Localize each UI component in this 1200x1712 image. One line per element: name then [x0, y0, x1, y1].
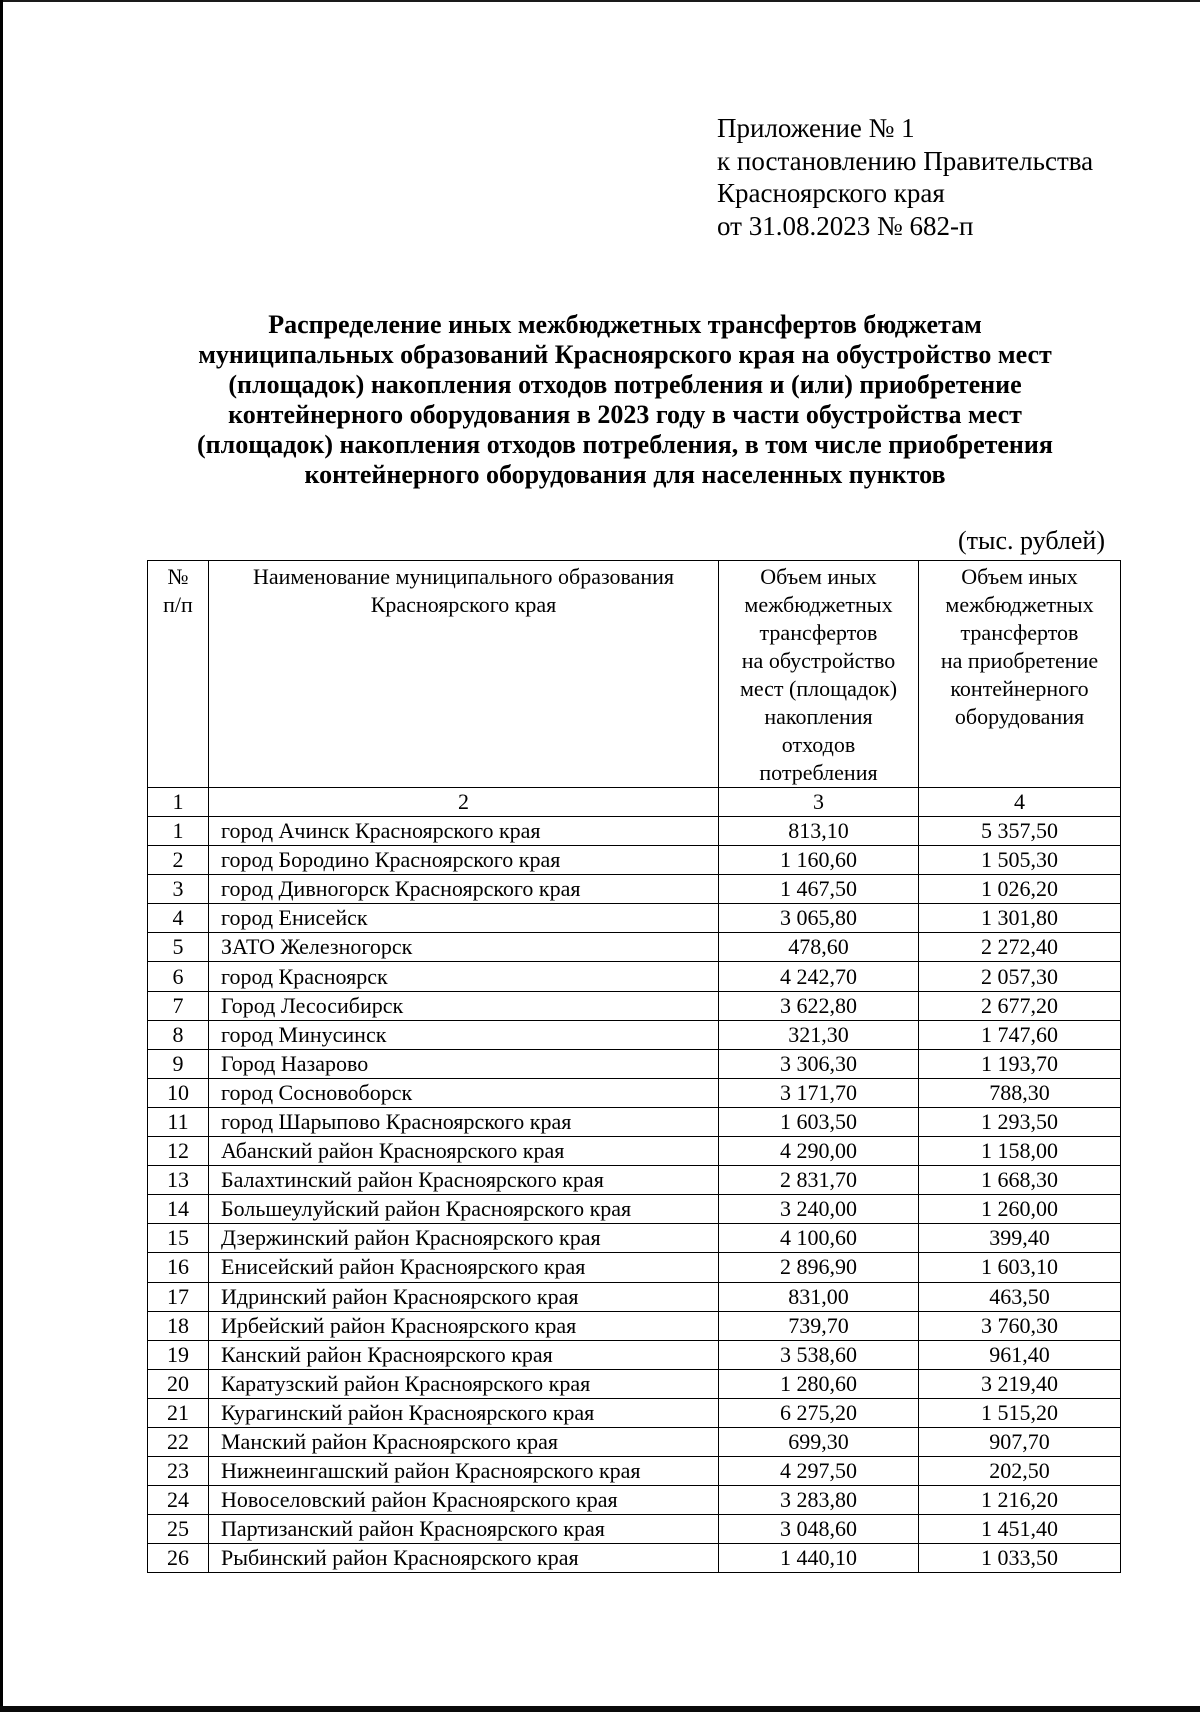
header-line: трансфертов: [759, 620, 878, 645]
containers-amount: 1 026,20: [919, 875, 1121, 904]
title-line: контейнерного оборудования в 2023 году в части обустройства мест: [228, 400, 1022, 429]
header-line: оборудования: [954, 704, 1085, 729]
municipality-name: город Красноярск: [209, 962, 719, 991]
row-index: 20: [148, 1369, 209, 1398]
table-row: [148, 1195, 1121, 1224]
containers-amount: 202,50: [919, 1457, 1121, 1486]
municipality-name: Балахтинский район Красноярского края: [209, 1166, 719, 1195]
arrangement-amount: 739,70: [719, 1311, 919, 1340]
appendix-line: от 31.08.2023 № 682-п: [717, 210, 974, 241]
document-title: [150, 310, 1100, 490]
row-index: 7: [148, 991, 209, 1020]
row-index: 23: [148, 1457, 209, 1486]
table-row: [148, 1340, 1121, 1369]
row-index: 22: [148, 1427, 209, 1456]
title-line: (площадок) накопления отходов потребления и (или) приобретение: [228, 370, 1022, 399]
municipality-name: Нижнеингашский район Красноярского края: [209, 1457, 719, 1486]
containers-amount: 1 193,70: [919, 1049, 1121, 1078]
table-row: [148, 962, 1121, 991]
header-line: Красноярского края: [370, 592, 557, 617]
containers-amount: 1 505,30: [919, 846, 1121, 875]
municipality-name: город Ачинск Красноярского края: [209, 817, 719, 846]
municipality-name: Город Лесосибирск: [209, 991, 719, 1020]
header-municipality: [209, 561, 719, 788]
containers-amount: 3 219,40: [919, 1369, 1121, 1398]
row-index: 16: [148, 1253, 209, 1282]
municipality-name: Канский район Красноярского края: [209, 1340, 719, 1369]
row-index: 4: [148, 904, 209, 933]
row-index: 12: [148, 1137, 209, 1166]
column-number: 2: [209, 788, 719, 817]
table-row: [148, 1398, 1121, 1427]
header-line: Объем иных: [961, 564, 1078, 589]
row-index: 18: [148, 1311, 209, 1340]
scan-edge-top: [0, 0, 1200, 2]
municipality-name: Курагинский район Красноярского края: [209, 1398, 719, 1427]
row-index: 25: [148, 1515, 209, 1544]
containers-amount: 1 747,60: [919, 1020, 1121, 1049]
row-index: 21: [148, 1398, 209, 1427]
arrangement-amount: 3 065,80: [719, 904, 919, 933]
title-line: Распределение иных межбюджетных трансфертов бюджетам: [268, 310, 982, 339]
arrangement-amount: 3 240,00: [719, 1195, 919, 1224]
row-index: 24: [148, 1486, 209, 1515]
containers-amount: 2 677,20: [919, 991, 1121, 1020]
table-row: [148, 904, 1121, 933]
municipality-name: Рыбинский район Красноярского края: [209, 1544, 719, 1573]
table-row: [148, 1369, 1121, 1398]
header-line: №: [167, 564, 189, 589]
units-label: (тыс. рублей): [957, 526, 1105, 555]
municipality-name: город Дивногорск Красноярского края: [209, 875, 719, 904]
column-number: 3: [719, 788, 919, 817]
header-line: мест (площадок): [739, 676, 898, 701]
table-row: [148, 846, 1121, 875]
containers-amount: 1 158,00: [919, 1137, 1121, 1166]
table-row: [148, 875, 1121, 904]
column-number: 4: [919, 788, 1121, 817]
municipality-name: Ирбейский район Красноярского края: [209, 1311, 719, 1340]
municipality-name: ЗАТО Железногорск: [209, 933, 719, 962]
title-line: контейнерного оборудования для населенных пунктов: [304, 460, 946, 489]
header-line: накопления: [764, 704, 873, 729]
municipality-name: город Шарыпово Красноярского края: [209, 1107, 719, 1136]
header-line: потребления: [759, 760, 878, 785]
arrangement-amount: 3 622,80: [719, 991, 919, 1020]
table-row: [148, 1166, 1121, 1195]
table-row: [148, 1224, 1121, 1253]
header-line: отходов: [781, 732, 856, 757]
containers-amount: 1 603,10: [919, 1253, 1121, 1282]
arrangement-amount: 6 275,20: [719, 1398, 919, 1427]
header-line: межбюджетных: [945, 592, 1094, 617]
column-number: 1: [148, 788, 209, 817]
table-row: [148, 1078, 1121, 1107]
arrangement-amount: 3 306,30: [719, 1049, 919, 1078]
containers-amount: 907,70: [919, 1427, 1121, 1456]
column-number-row: [148, 788, 1121, 817]
header-line: п/п: [163, 592, 193, 617]
row-index: 14: [148, 1195, 209, 1224]
arrangement-amount: 3 538,60: [719, 1340, 919, 1369]
arrangement-amount: 813,10: [719, 817, 919, 846]
table-row: [148, 1020, 1121, 1049]
appendix-line: Красноярского края: [717, 178, 945, 208]
municipality-name: Город Назарово: [209, 1049, 719, 1078]
scan-edge-bottom: [0, 1706, 1200, 1712]
containers-amount: 788,30: [919, 1078, 1121, 1107]
header-line: на обустройство: [741, 648, 896, 673]
arrangement-amount: 1 603,50: [719, 1107, 919, 1136]
municipality-name: Дзержинский район Красноярского края: [209, 1224, 719, 1253]
municipality-name: город Минусинск: [209, 1020, 719, 1049]
arrangement-amount: 699,30: [719, 1427, 919, 1456]
municipality-name: Манский район Красноярского края: [209, 1427, 719, 1456]
header-line: Объем иных: [760, 564, 877, 589]
municipality-name: Енисейский район Красноярского края: [209, 1253, 719, 1282]
arrangement-amount: 4 297,50: [719, 1457, 919, 1486]
arrangement-amount: 4 290,00: [719, 1137, 919, 1166]
containers-amount: 1 293,50: [919, 1107, 1121, 1136]
containers-amount: 1 260,00: [919, 1195, 1121, 1224]
row-index: 3: [148, 875, 209, 904]
containers-amount: 2 057,30: [919, 962, 1121, 991]
title-line: муниципальных образований Красноярского края на обустройство мест: [198, 340, 1052, 369]
arrangement-amount: 3 048,60: [719, 1515, 919, 1544]
arrangement-amount: 4 100,60: [719, 1224, 919, 1253]
municipality-name: Каратузский район Красноярского края: [209, 1369, 719, 1398]
municipality-name: Новоселовский район Красноярского края: [209, 1486, 719, 1515]
containers-amount: 2 272,40: [919, 933, 1121, 962]
row-index: 5: [148, 933, 209, 962]
table-row: [148, 1457, 1121, 1486]
arrangement-amount: 831,00: [719, 1282, 919, 1311]
containers-amount: 5 357,50: [919, 817, 1121, 846]
row-index: 8: [148, 1020, 209, 1049]
containers-amount: 399,40: [919, 1224, 1121, 1253]
header-line: трансфертов: [960, 620, 1079, 645]
header-arrangement-volume: [719, 561, 919, 788]
transfers-table: [147, 560, 1121, 1573]
municipality-name: Большеулуйский район Красноярского края: [209, 1195, 719, 1224]
table-row: [148, 1049, 1121, 1078]
header-line: на приобретение: [940, 648, 1099, 673]
table-header-row: [148, 561, 1121, 788]
header-containers-volume: [919, 561, 1121, 788]
table-row: [148, 1137, 1121, 1166]
table-row: [148, 1282, 1121, 1311]
table-row: [148, 1486, 1121, 1515]
table-row: [148, 1515, 1121, 1544]
table-row: [148, 991, 1121, 1020]
appendix-line: к постановлению Правительства: [717, 145, 1094, 176]
row-index: 19: [148, 1340, 209, 1369]
header-index: [148, 561, 209, 788]
arrangement-amount: 1 440,10: [719, 1544, 919, 1573]
table-row: [148, 817, 1121, 846]
row-index: 26: [148, 1544, 209, 1573]
containers-amount: 463,50: [919, 1282, 1121, 1311]
containers-amount: 1 301,80: [919, 904, 1121, 933]
header-line: Наименование муниципального образования: [252, 564, 675, 589]
containers-amount: 1 451,40: [919, 1515, 1121, 1544]
arrangement-amount: 1 280,60: [719, 1369, 919, 1398]
municipality-name: город Бородино Красноярского края: [209, 846, 719, 875]
containers-amount: 961,40: [919, 1340, 1121, 1369]
arrangement-amount: 3 283,80: [719, 1486, 919, 1515]
appendix-line: Приложение № 1: [717, 113, 915, 143]
row-index: 11: [148, 1107, 209, 1136]
header-line: контейнерного: [950, 676, 1089, 701]
table-row: [148, 1107, 1121, 1136]
header-line: межбюджетных: [744, 592, 893, 617]
arrangement-amount: 1 467,50: [719, 875, 919, 904]
municipality-name: город Сосновоборск: [209, 1078, 719, 1107]
arrangement-amount: 4 242,70: [719, 962, 919, 991]
municipality-name: Идринский район Красноярского края: [209, 1282, 719, 1311]
table-row: [148, 1311, 1121, 1340]
containers-amount: 1 033,50: [919, 1544, 1121, 1573]
row-index: 1: [148, 817, 209, 846]
containers-amount: 3 760,30: [919, 1311, 1121, 1340]
appendix-reference: [717, 112, 1093, 242]
row-index: 6: [148, 962, 209, 991]
containers-amount: 1 216,20: [919, 1486, 1121, 1515]
table-row: [148, 1427, 1121, 1456]
row-index: 17: [148, 1282, 209, 1311]
row-index: 13: [148, 1166, 209, 1195]
municipality-name: Партизанский район Красноярского края: [209, 1515, 719, 1544]
arrangement-amount: 2 831,70: [719, 1166, 919, 1195]
title-line: (площадок) накопления отходов потребления, в том числе приобретения: [197, 430, 1053, 459]
row-index: 9: [148, 1049, 209, 1078]
containers-amount: 1 515,20: [919, 1398, 1121, 1427]
arrangement-amount: 2 896,90: [719, 1253, 919, 1282]
arrangement-amount: 3 171,70: [719, 1078, 919, 1107]
row-index: 15: [148, 1224, 209, 1253]
scan-edge-left: [0, 0, 3, 1712]
table-row: [148, 1253, 1121, 1282]
table-row: [148, 1544, 1121, 1573]
municipality-name: Абанский район Красноярского края: [209, 1137, 719, 1166]
row-index: 2: [148, 846, 209, 875]
row-index: 10: [148, 1078, 209, 1107]
arrangement-amount: 321,30: [719, 1020, 919, 1049]
containers-amount: 1 668,30: [919, 1166, 1121, 1195]
municipality-name: город Енисейск: [209, 904, 719, 933]
arrangement-amount: 478,60: [719, 933, 919, 962]
arrangement-amount: 1 160,60: [719, 846, 919, 875]
table-row: [148, 933, 1121, 962]
